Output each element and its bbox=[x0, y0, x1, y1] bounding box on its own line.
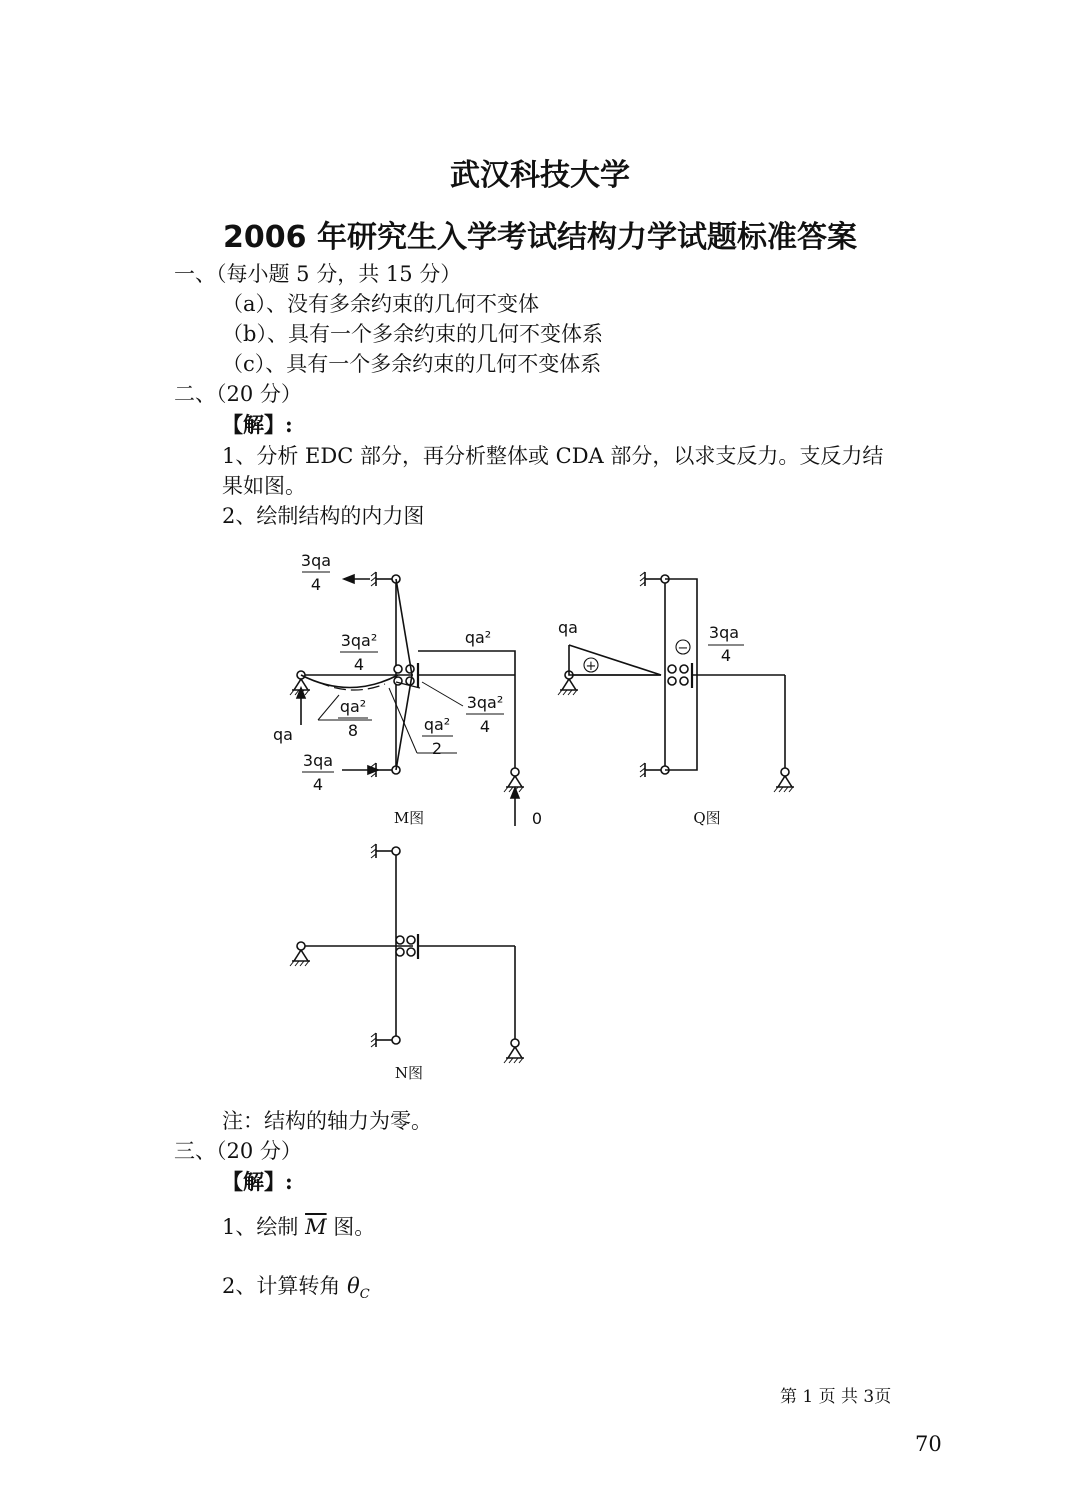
m-moment-3-denominator: 8 bbox=[347, 721, 359, 740]
m-moment-2: qa² bbox=[464, 628, 492, 647]
m-top-reaction-numerator: 3qa bbox=[300, 551, 332, 570]
exam-title: 2006 年研究生入学考试结构力学试题标准答案 bbox=[223, 220, 857, 255]
university-title: 武汉科技大学 bbox=[450, 158, 630, 193]
q-shear-right-numerator: 3qa bbox=[708, 623, 740, 642]
q-diagram-shear-areas bbox=[569, 579, 697, 770]
section-3-step-1 bbox=[222, 1215, 375, 1240]
m-top-reaction-denominator: 4 bbox=[310, 575, 322, 594]
m-moment-1-numerator: 3qa² bbox=[340, 631, 378, 650]
q-shear-left: qa bbox=[558, 618, 578, 637]
section-2-step-1-line-1: 1、分析 EDC 部分，再分析整体或 CDA 部分，以求支反力。支反力结 bbox=[222, 444, 884, 468]
m-moment-4-denominator: 2 bbox=[431, 739, 443, 758]
page-number: 70 bbox=[915, 1432, 942, 1456]
answer-a: （a）、没有多余约束的几何不变体 bbox=[222, 292, 540, 316]
internal-force-diagrams bbox=[0, 540, 1080, 1090]
section-2-step-1-line-2: 果如图。 bbox=[222, 474, 306, 498]
answer-b: （b）、具有一个多余约束的几何不变体系 bbox=[222, 322, 603, 346]
section-3-solution-label: 【解】: bbox=[222, 1169, 293, 1194]
answer-c: （c）、具有一个多余约束的几何不变体系 bbox=[222, 352, 602, 376]
m-moment-3-numerator: qa² bbox=[339, 697, 367, 716]
m-diagram-caption: M图 bbox=[393, 809, 425, 827]
step-2-prefix: 2、计算转角 bbox=[222, 1274, 341, 1298]
n-diagram-structure bbox=[290, 844, 524, 1063]
section-2-solution-label: 【解】: bbox=[222, 412, 293, 437]
m-moment-4-numerator: qa² bbox=[423, 715, 451, 734]
m-moment-5-denominator: 4 bbox=[479, 717, 491, 736]
q-diagram-structure bbox=[558, 572, 794, 792]
section-2-heading: 二、（20 分） bbox=[174, 382, 302, 406]
n-diagram-caption: N图 bbox=[394, 1064, 424, 1082]
q-diagram-caption: Q图 bbox=[693, 809, 721, 827]
q-shear-right-denominator: 4 bbox=[720, 646, 732, 665]
section-3-heading: 三、（20 分） bbox=[174, 1139, 302, 1163]
step-1-prefix: 1、绘制 bbox=[222, 1215, 299, 1239]
m-moment-1-denominator: 4 bbox=[353, 655, 365, 674]
m-bar-symbol: $\overline{M}$ bbox=[305, 1215, 327, 1239]
q-plus-sign: + bbox=[585, 659, 597, 674]
page-info: 第 1 页 共 3页 bbox=[780, 1387, 892, 1407]
section-2-step-2: 2、绘制结构的内力图 bbox=[222, 504, 425, 528]
section-3-step-2 bbox=[222, 1274, 370, 1303]
section-1-heading: 一、（每小题 5 分，共 15 分） bbox=[174, 262, 462, 286]
theta-symbol: $\theta_C$ bbox=[347, 1274, 370, 1303]
q-minus-sign: − bbox=[677, 641, 689, 656]
m-bottom-reaction-denominator: 4 bbox=[312, 775, 324, 794]
step-1-suffix: 图。 bbox=[333, 1215, 376, 1239]
m-left-reaction: qa bbox=[273, 725, 293, 744]
m-zero-reaction: 0 bbox=[531, 809, 543, 828]
section-2-note: 注：结构的轴力为零。 bbox=[222, 1109, 432, 1133]
m-bottom-reaction-numerator: 3qa bbox=[302, 751, 334, 770]
m-moment-5-numerator: 3qa² bbox=[466, 693, 504, 712]
